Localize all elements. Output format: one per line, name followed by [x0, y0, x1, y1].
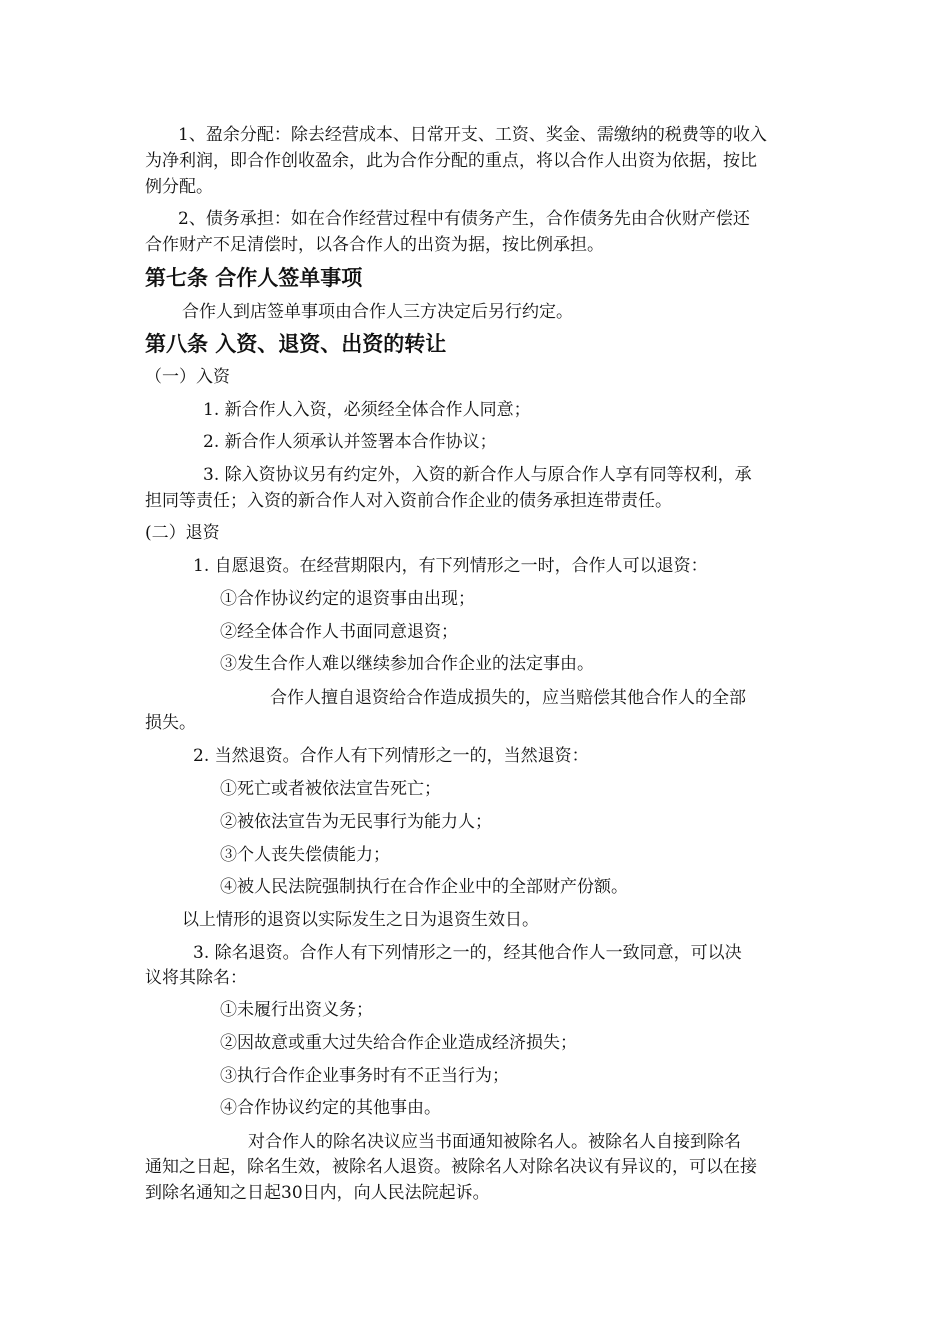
expulsion-item-1: ①未履行出资义务；: [220, 1000, 373, 1020]
capital-entry-item-3-line-1: 3. 除入资协议另有约定外，入资的新合作人与原合作人享有同等权利，承: [203, 465, 752, 485]
voluntary-withdrawal-item-2: ②经全体合作人书面同意退资；: [220, 622, 458, 642]
expulsion-note-line-1: 对合作人的除名决议应当书面通知被除名人。被除名人自接到除名: [248, 1132, 741, 1152]
automatic-withdrawal-note: 以上情形的退资以实际发生之日为退资生效日。: [182, 910, 539, 930]
expulsion-item-2: ②因故意或重大过失给合作企业造成经济损失；: [220, 1033, 577, 1053]
capital-entry-item-2: 2. 新合作人须承认并签署本合作协议；: [203, 432, 497, 452]
article8-heading: 第八条 入资、退资、出资的转让: [145, 332, 447, 356]
profit-distribution-line-2: 为净利润，即合作创收盈余，此为合作分配的重点，将以合作人出资为依据，按比: [145, 151, 757, 171]
voluntary-withdrawal-note-line-1: 合作人擅自退资给合作造成损失的，应当赔偿其他合作人的全部: [270, 688, 746, 708]
automatic-withdrawal-item-2: ②被依法宣告为无民事行为能力人；: [220, 812, 492, 832]
profit-distribution-line-3: 例分配。: [145, 177, 213, 197]
voluntary-withdrawal-item-1: ①合作协议约定的退资事由出现；: [220, 589, 475, 609]
voluntary-withdrawal-item-3: ③发生合作人难以继续参加合作企业的法定事由。: [220, 654, 594, 674]
expulsion-item-4: ④合作协议约定的其他事由。: [220, 1098, 441, 1118]
capital-entry-item-1: 1. 新合作人入资，必须经全体合作人同意；: [203, 400, 531, 420]
automatic-withdrawal-item-3: ③个人丧失偿债能力；: [220, 845, 390, 865]
automatic-withdrawal-item-4: ④被人民法院强制执行在合作企业中的全部财产份额。: [220, 877, 628, 897]
debt-bearing-line-1: 2、债务承担：如在合作经营过程中有债务产生，合作债务先由合伙财产偿还: [178, 209, 750, 229]
subsection-withdrawal-title: (二）退资: [145, 523, 220, 543]
expulsion-note-line-2: 通知之日起，除名生效，被除名人退资。被除名人对除名决议有异议的，可以在接: [145, 1157, 757, 1177]
voluntary-withdrawal-note-line-2: 损失。: [145, 713, 196, 733]
expulsion-item-3: ③执行合作企业事务时有不正当行为；: [220, 1066, 509, 1086]
expulsion-intro-line-1: 3. 除名退资。合作人有下列情形之一的，经其他合作人一致同意，可以决: [193, 943, 742, 963]
article7-body: 合作人到店签单事项由合作人三方决定后另行约定。: [182, 302, 573, 322]
voluntary-withdrawal-intro: 1. 自愿退资。在经营期限内，有下列情形之一时，合作人可以退资：: [193, 556, 708, 576]
expulsion-note-line-3: 到除名通知之日起30日内，向人民法院起诉。: [145, 1183, 490, 1203]
automatic-withdrawal-intro: 2. 当然退资。合作人有下列情形之一的，当然退资：: [193, 746, 589, 766]
subsection-capital-entry-title: （一）入资: [145, 367, 230, 387]
automatic-withdrawal-item-1: ①死亡或者被依法宣告死亡；: [220, 779, 441, 799]
debt-bearing-line-2: 合作财产不足清偿时，以各合作人的出资为据，按比例承担。: [145, 235, 604, 255]
article7-heading: 第七条 合作人签单事项: [145, 266, 363, 290]
capital-entry-item-3-line-2: 担同等责任；入资的新合作人对入资前合作企业的债务承担连带责任。: [145, 491, 672, 511]
profit-distribution-line-1: 1、盈余分配：除去经营成本、日常开支、工资、奖金、需缴纳的税费等的收入: [178, 125, 767, 145]
expulsion-intro-line-2: 议将其除名：: [145, 968, 247, 988]
